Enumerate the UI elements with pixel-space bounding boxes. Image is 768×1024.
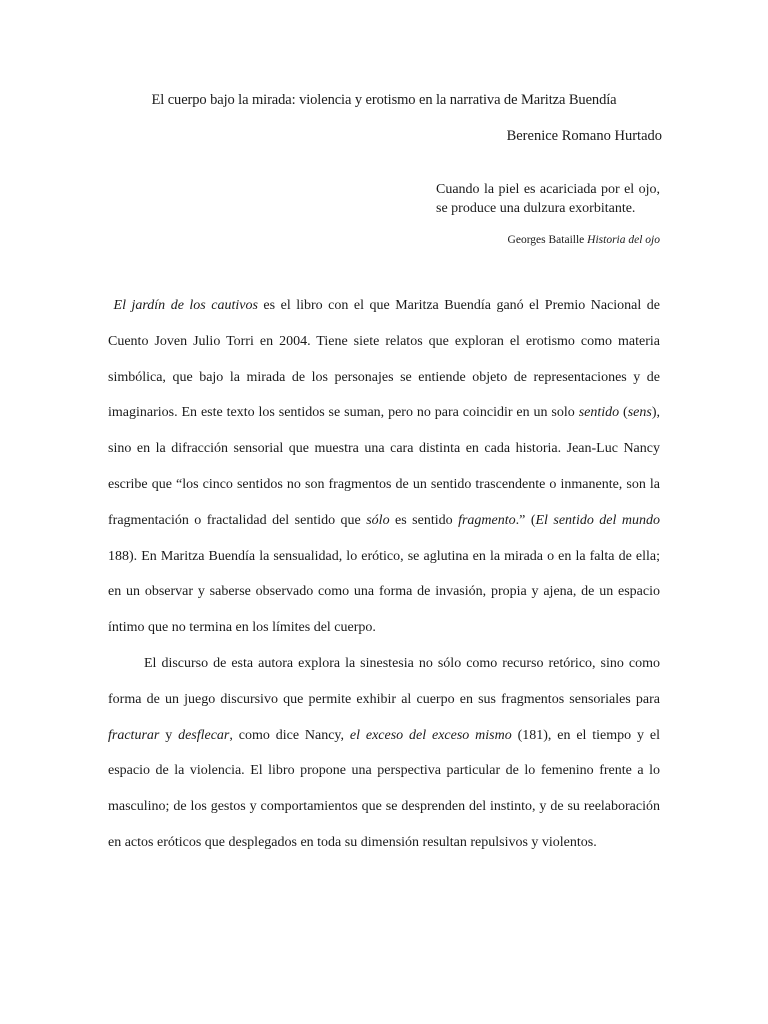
text-run: es sentido <box>389 512 459 528</box>
italic-run: el exceso del exceso mismo <box>349 727 512 743</box>
text-run: ), sino en la difracción sensorial que muestra una cara distinta en cada historia. Jean-Luc Nancy escribe que “los cinco sentidos no son fragmentos de un sentido trascendente o inmanente, son la fragmentación o fractalidad del sentido que <box>108 405 661 528</box>
author-name: Berenice Romano Hurtado <box>506 128 662 144</box>
text-run: .” ( <box>515 512 536 528</box>
text-run: , como dice Nancy, <box>229 727 350 743</box>
book-title: El jardín de los cautivos <box>113 298 258 313</box>
italic-run: sens <box>627 405 652 421</box>
text-run: El discurso de esta autora explora la sinestesia no sólo como recurso retórico, sino como forma de un juego discursivo que permite exhibir al cuerpo en sus fragmentos sensoriales para <box>108 655 660 707</box>
italic-run: sólo <box>366 512 390 528</box>
text-run: (181), en el tiempo y el espacio de la violencia. El libro propone una perspectiva particular de lo femenino frente a lo masculino; de los gestos y comportamientos que se desprenden del instinto, y de su reelaboración en actos eróticos que desplegados en toda su dimensión resultan repulsivos y violentos. <box>108 727 660 850</box>
document-title: El cuerpo bajo la mirada: violencia y erotismo en la narrativa de Maritza Buendía <box>151 92 617 108</box>
italic-run: desflecar <box>178 727 230 743</box>
epigraph-source-work: Historia del ojo <box>587 234 660 246</box>
italic-run: fragmento <box>458 512 516 528</box>
paragraph-1 <box>108 288 660 646</box>
epigraph-source <box>508 234 660 246</box>
text-run: 188). En Maritza Buendía la sensualidad, lo erótico, se aglutina en la mirada o en la falta de ella; en un observar y saberse observado como una forma de invasión, propia y ajena, de un espacio íntimo que no termina en los límites del cuerpo. <box>108 548 660 636</box>
body-text <box>108 288 660 861</box>
cited-work: El sentido del mundo <box>535 512 660 528</box>
italic-run: fracturar <box>108 727 160 743</box>
italic-run: sentido <box>578 405 620 421</box>
paragraph-2 <box>108 646 660 861</box>
text-run: y <box>159 727 179 743</box>
epigraph-source-author: Georges Bataille <box>507 234 585 246</box>
text-run: ( <box>619 405 628 421</box>
text-run: es el libro con el que Maritza Buendía ganó el Premio Nacional de Cuento Joven Julio Torri en 2004. Tiene siete relatos que exploran el erotismo como materia simbólica, que bajo la mirada de los personajes se entiende objeto de representaciones y de imaginarios. En este texto los sentidos se suman, pero no para coincidir en un solo <box>108 298 660 421</box>
epigraph-quote: Cuando la piel es acariciada por el ojo, se produce una dulzura exorbitante. <box>436 182 660 216</box>
